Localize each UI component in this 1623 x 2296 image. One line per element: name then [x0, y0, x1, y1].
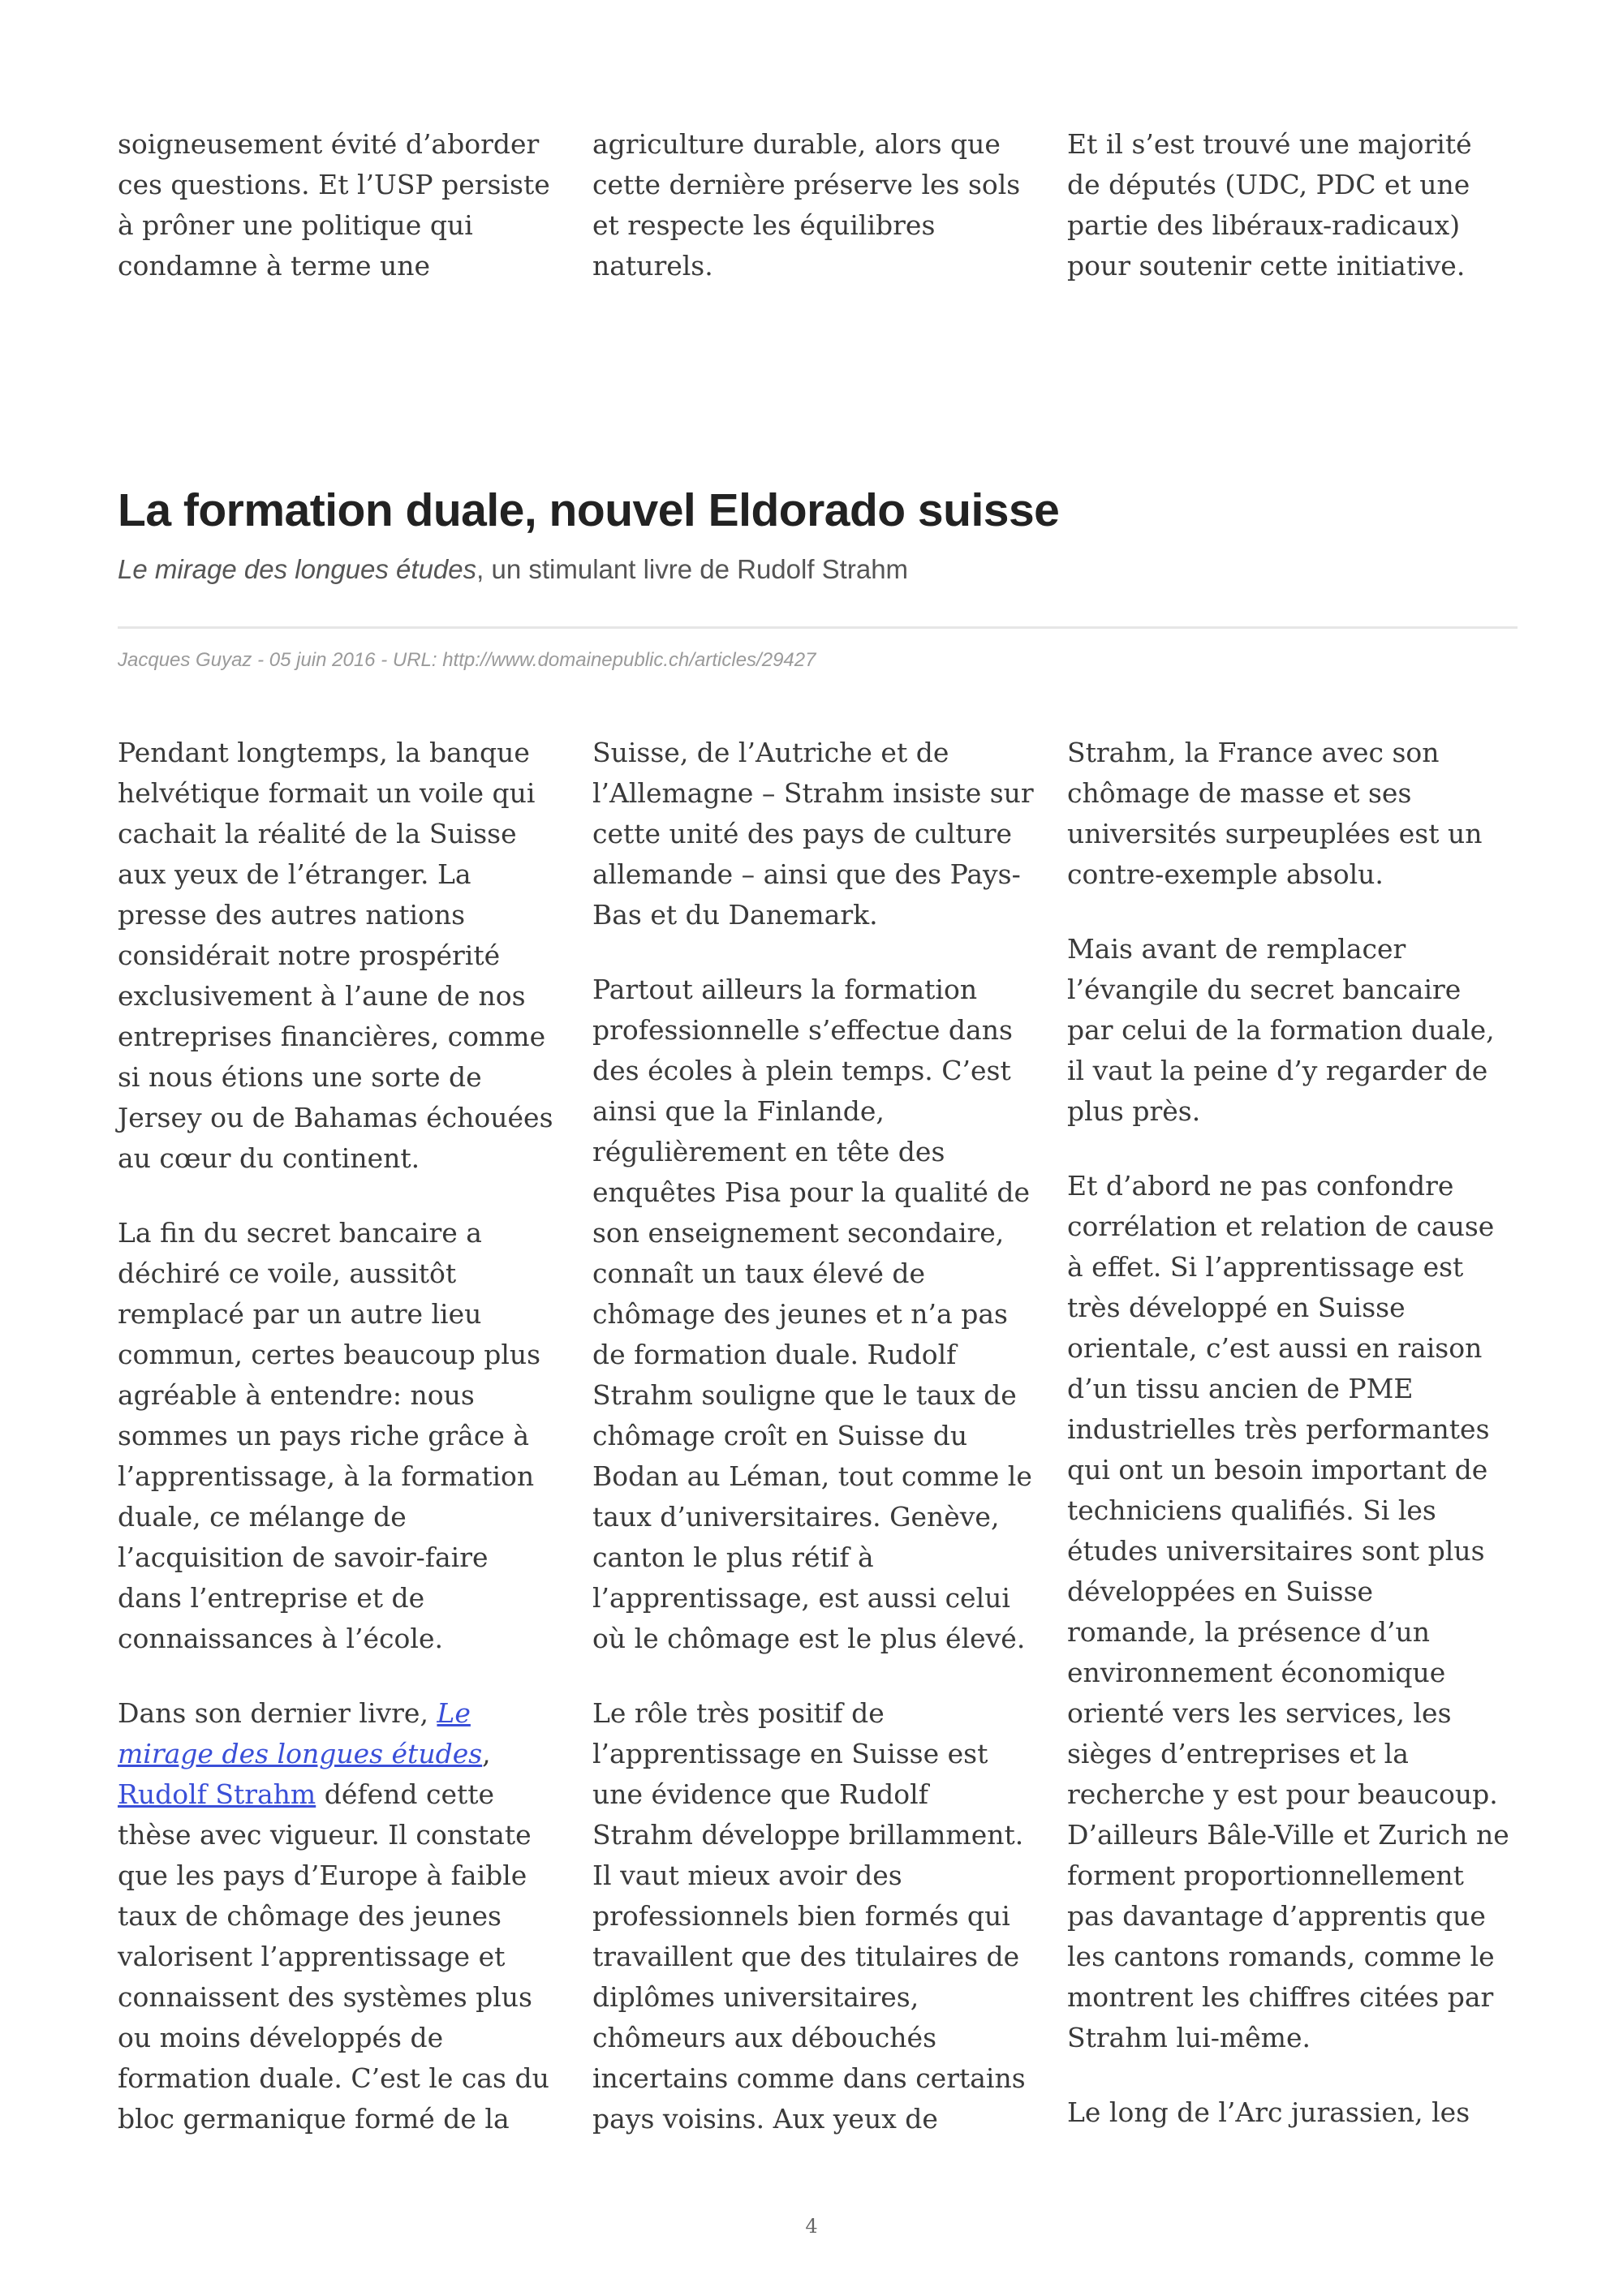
top-column-3 — [1067, 124, 1509, 286]
paragraph — [118, 1693, 560, 2139]
subtitle-text: , un stimulant livre de Rudolf Strahm — [476, 554, 909, 584]
body-column-3 — [1067, 733, 1509, 2139]
article-title: La formation duale, nouvel Eldorado suisse — [118, 484, 1060, 536]
paragraph: agriculture durable, alors que cette dernière préserve les sols et respecte les équilibres naturels. — [592, 128, 1021, 282]
top-column-1 — [118, 124, 560, 286]
book-link[interactable]: Le mirage des longues études — [118, 1697, 483, 1769]
paragraph-text: défend cette thèse avec vigueur. Il constate que les pays d’Europe à faible taux de chômage des jeunes valorisent l’apprentissage et connaissent des systèmes plus ou moins développés de formation duale. C’est le cas du bloc germanique formé de la — [118, 1778, 549, 2135]
paragraph: soigneusement évité d’aborder ces questions. Et l’USP persiste à prôner une politique qui condamne à terme une — [118, 128, 550, 282]
title-divider — [118, 626, 1518, 629]
paragraph: Pendant longtemps, la banque helvétique formait un voile qui cachait la réalité de la Suisse aux yeux de l’étranger. La presse des autres nations considérait notre prospérité exclusivement à l’aune de nos entreprises financières, comme si nous étions une sorte de Jersey ou de Bahamas échouées au cœur du continent. — [118, 737, 553, 1174]
paragraph: Mais avant de remplacer l’évangile du secret bancaire par celui de la formation duale, il vaut la peine d’y regarder de plus près. — [1067, 933, 1495, 1127]
paragraph: Strahm, la France avec son chômage de masse et ses universités surpeuplées est un contre-exemple absolu. — [1067, 737, 1483, 890]
paragraph: Et il s’est trouvé une majorité de députés (UDC, PDC et une partie des libéraux-radicaux) pour soutenir cette initiative. — [1067, 128, 1472, 282]
paragraph: Le long de l’Arc jurassien, les — [1067, 2096, 1470, 2128]
author-link[interactable]: Rudolf Strahm — [118, 1778, 316, 1810]
paragraph: Le rôle très positif de l’apprentissage en Suisse est une évidence que Rudolf Strahm développe brillamment. Il vaut mieux avoir des professionnels bien formés qui travaillent que des titulaires de diplômes universitaires, chômeurs aux débouchés incertains comme dans certains pays voisins. Aux yeux de — [592, 1697, 1026, 2135]
page-number: 4 — [805, 2215, 818, 2238]
article-subtitle — [118, 554, 908, 585]
previous-article-continuation — [118, 124, 1509, 286]
paragraph: Suisse, de l’Autriche et de l’Allemagne – Strahm insiste sur cette unité des pays de culture allemande – ainsi que des Pays-Bas et du Danemark. — [592, 737, 1034, 931]
paragraph: La fin du secret bancaire a déchiré ce voile, aussitôt remplacé par un autre lieu commun, certes beaucoup plus agréable à entendre: nous sommes un pays riche grâce à l’apprentissage, à la formation duale, ce mélange de l’acquisition de savoir-faire dans l’entreprise et de connaissances à l’école. — [118, 1217, 541, 1654]
article-body — [118, 733, 1509, 2139]
paragraph: Et d’abord ne pas confondre corrélation et relation de cause à effet. Si l’apprentissage est très développé en Suisse orientale, c’est aussi en raison d’un tissu ancien de PME industrielles très performantes qui ont un besoin important de techniciens qualifiés. Si les études universitaires sont plus développées en Suisse romande, la présence d’un environnement économique orienté vers les services, les sièges d’entreprises et la recherche y est pour beaucoup. D’ailleurs Bâle-Ville et Zurich ne forment proportionnellement pas davantage d’apprentis que les cantons romands, comme le montrent les chiffres citées par Strahm lui-même. — [1067, 1170, 1509, 2053]
paragraph: Partout ailleurs la formation professionnelle s’effectue dans des écoles à plein temps. C’est ainsi que la Finlande, régulièrement en tête des enquêtes Pisa pour la qualité de son enseignement secondaire, connaît un taux élevé de chômage des jeunes et n’a pas de formation duale. Rudolf Strahm souligne que le taux de chômage croît en Suisse du Bodan au Léman, tout comme le taux d’universitaires. Genève, canton le plus rétif à l’apprentissage, est aussi celui où le chômage est le plus élevé. — [592, 974, 1032, 1654]
paragraph-text: Dans son dernier livre, — [118, 1697, 437, 1729]
paragraph-text: , — [482, 1738, 491, 1769]
body-column-2 — [592, 733, 1035, 2139]
article-byline: Jacques Guyaz - 05 juin 2016 - URL: http://www.domainepublic.ch/articles/29427 — [118, 649, 816, 671]
top-column-2 — [592, 124, 1035, 286]
subtitle-book-title: Le mirage des longues études — [118, 554, 477, 584]
body-column-1 — [118, 733, 560, 2139]
